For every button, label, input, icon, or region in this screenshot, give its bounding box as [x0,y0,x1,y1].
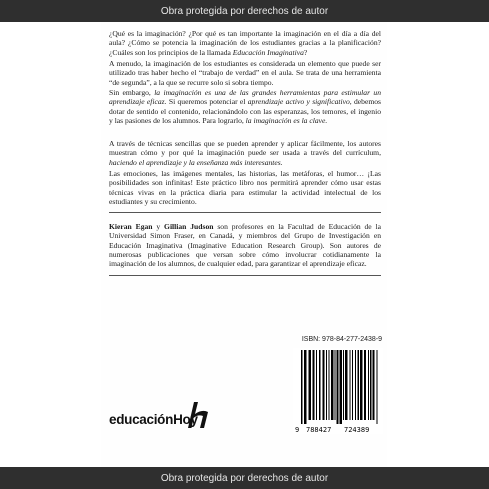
isbn-barcode [293,348,383,434]
techniques-paragraph: A través de técnicas sencillas que se pueden aprender y aplicar fácilmente, los autores muestran cómo y por qué la imaginación puede ser usada a través del currículum, haciendo el aprendizaje y la enseñanza más interesantes. [109,139,381,167]
top-copyright-banner [0,0,489,22]
top-banner-text: Obra protegida por derechos de autor [160,5,329,17]
publisher-logo [109,400,219,430]
publisher-logo-text: educaciónHoy [109,412,198,427]
section-divider-lower [109,275,381,276]
intro-questions-paragraph: ¿Qué es la imaginación? ¿Por qué es tan importante la imaginación en el día a día del aula? ¿Cómo se potencia la imaginación de los estudiantes gracias a la planificación? ¿Cuáles son los principios de la llamada Educación Imaginativa? [109,29,381,57]
imagination-key-paragraph: Sin embargo, la imaginación es una de las grandes herramientas para estimular un aprendizaje eficaz. Si queremos potenciar el aprendizaje activo y significativo, debemos dotar de sentido el contenido, relacionándolo con las esperanzas, los temores, el ingenio y las pasiones de los alumnos. Para lograrlo, la imaginación es la clave. [109,88,381,125]
barcode-digit-group-right: 724389 [344,426,370,434]
barcode-digit-group-left: 788427 [306,426,332,434]
isbn-label: ISBN: 978-84-277-2438-9 [301,336,382,343]
book-back-cover [101,22,387,467]
authors-bio-paragraph: Kieran Egan y Gillian Judson son profesores en la Facultad de Educación de la Universidad Simon Fraser, en Canadá, y miembros del Grupo de Investigación en Educación Imaginativa (Imaginative Education Research Group). Son autores de numerosas publicaciones que versan sobre cómo involucrar cotidianamente la imaginación de los alumnos, de cualquier edad, para garantizar el aprendizaje eficaz. [109,222,382,269]
possibilities-paragraph: Las emociones, las imágenes mentales, las historias, las metáforas, el humor… ¡Las posibilidades son infinitas! Este práctico libro nos permitirá aprender cómo usar estas técnicas vivas en la práctica diaria para estimular la actividad intelectual de los estudiantes y su crecimiento. [109,169,381,206]
bottom-banner-text: Obra protegida por derechos de autor [160,472,329,484]
barcode-digit-prefix: 9 [295,426,300,434]
imagination-second-class-paragraph: A menudo, la imaginación de los estudiantes es considerada un elemento que puede ser utilizado tras haber hecho el “trabajo de verdad” en el aula. Se trata de una herramienta “de segunda”, a la que se recurre solo si sobra tiempo. [109,59,381,87]
bottom-copyright-banner [0,467,489,489]
section-divider [109,212,381,213]
